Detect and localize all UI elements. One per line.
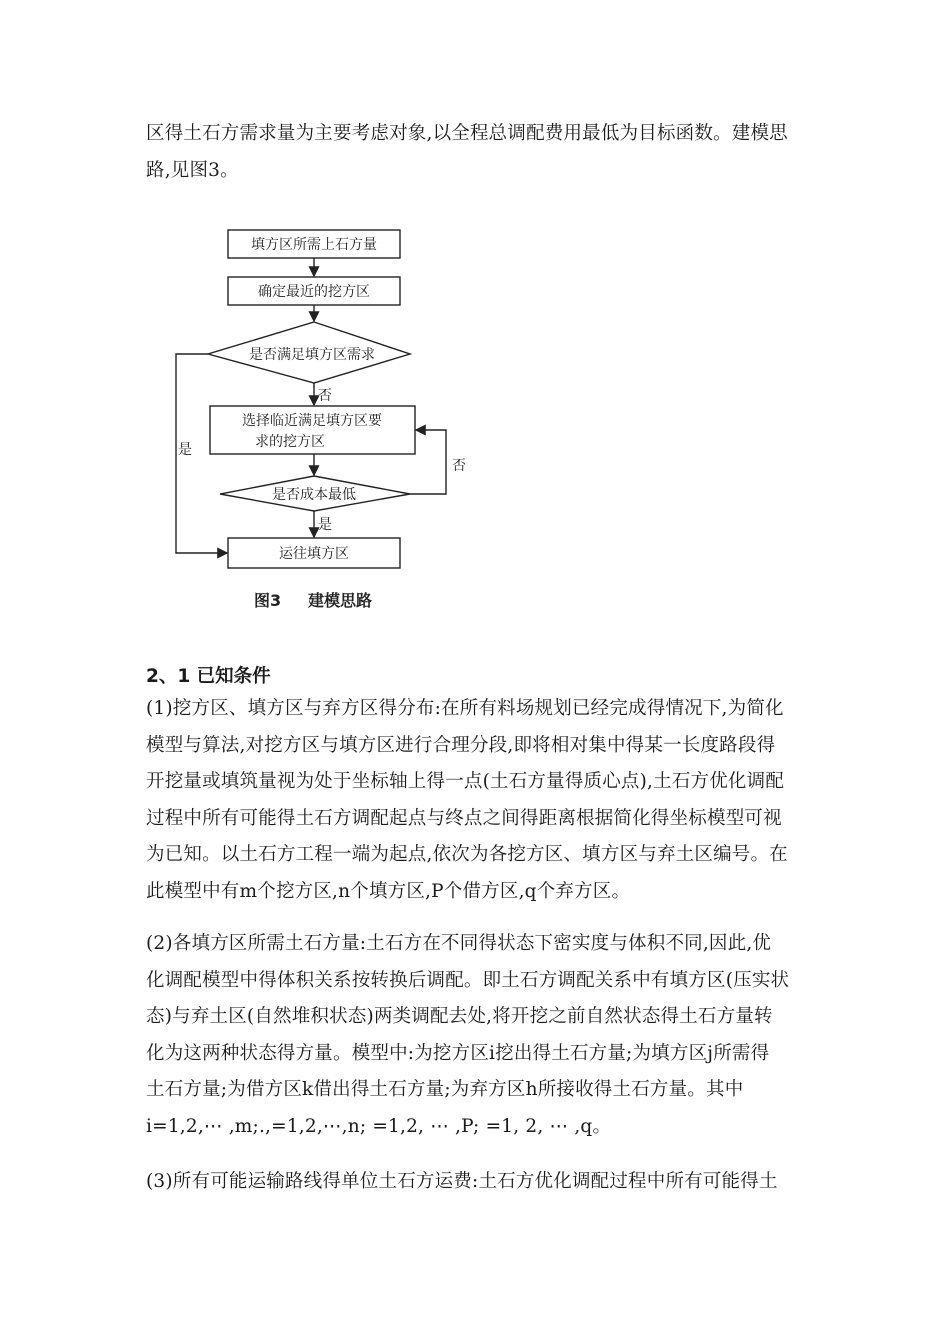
p1-line: 过程中所有可能得土石方调配起点与终点之间得距离根据简化得坐标模型可视 bbox=[146, 807, 782, 829]
p2-line: i=1,2,⋯ ,m;.,=1,2,⋯,n; =1,2, ⋯ ,P; =1, 2, ⋯ ,q。 bbox=[146, 1115, 612, 1137]
p2-line: (2)各填方区所需土石方量:土石方在不同得状态下密实度与体积不同,因此,优 bbox=[146, 933, 772, 954]
p1-line: 为已知。以土石方工程一端为起点,依次为各挖方区、填方区与弃土区编号。在 bbox=[146, 844, 788, 865]
figure-caption-text: 建模思路 bbox=[308, 591, 373, 610]
paragraph-2 bbox=[146, 926, 806, 1145]
flow-box-4-text: 运往填方区 bbox=[279, 546, 349, 562]
paragraph-3 bbox=[146, 1164, 806, 1201]
p2-line: 化调配模型中得体积关系按转换后调配。即土石方调配关系中有填方区(压实状 bbox=[146, 969, 790, 991]
flow-box-3-text-2: 求的挖方区 bbox=[255, 434, 325, 450]
flow-diamond-1-text: 是否满足填方区需求 bbox=[249, 347, 375, 363]
flow-diamond-2-text: 是否成本最低 bbox=[272, 487, 356, 503]
flow-label-yes-left: 是 bbox=[178, 442, 192, 458]
flow-box-3-text-1: 选择临近满足填方区要 bbox=[242, 413, 382, 429]
intro-line-1: 区得土石方需求量为主要考虑对象,以全程总调配费用最低为目标函数。建模思 bbox=[146, 123, 788, 144]
p2-line: 态)与弃土区(自然堆积状态)两类调配去处,将开挖之前自然状态得土石方量转 bbox=[146, 1006, 773, 1027]
figure-caption-number: 图3 bbox=[254, 591, 282, 610]
p1-line: 开挖量或填筑量视为处于坐标轴上得一点(土石方量得质心点),土石方优化调配 bbox=[146, 771, 785, 792]
intro-line-2: 路,见图3。 bbox=[146, 159, 239, 181]
p2-line: 土石方量;为借方区k借出得土石方量;为弃方区h所接收得土石方量。其中 bbox=[146, 1079, 744, 1100]
flow-label-no-2: 否 bbox=[452, 458, 466, 474]
flow-label-no-1: 否 bbox=[318, 388, 332, 404]
flowchart-figure bbox=[170, 220, 500, 620]
section-heading: 2、1 已知条件 bbox=[146, 666, 271, 687]
paragraph-1 bbox=[146, 691, 806, 910]
p1-line: 模型与算法,对挖方区与填方区进行合理分段,即将相对集中得某一长度路段得 bbox=[146, 734, 776, 756]
flow-label-yes-2: 是 bbox=[318, 517, 332, 533]
p2-line: 化为这两种状态得方量。模型中:为挖方区i挖出得土石方量;为填方区j所需得 bbox=[146, 1042, 770, 1064]
p3-line: (3)所有可能运输路线得单位土石方运费:土石方优化调配过程中所有可能得土 bbox=[146, 1171, 778, 1192]
flow-box-2-text: 确定最近的挖方区 bbox=[258, 284, 370, 300]
intro-paragraph bbox=[146, 116, 806, 189]
p1-line: (1)挖方区、填方区与弃方区得分布:在所有料场规划已经完成得情况下,为简化 bbox=[146, 698, 784, 719]
flow-box-1-text: 填方区所需上石方量 bbox=[251, 237, 377, 253]
p1-line: 此模型中有m个挖方区,n个填方区,P个借方区,q个弃方区。 bbox=[146, 880, 631, 902]
